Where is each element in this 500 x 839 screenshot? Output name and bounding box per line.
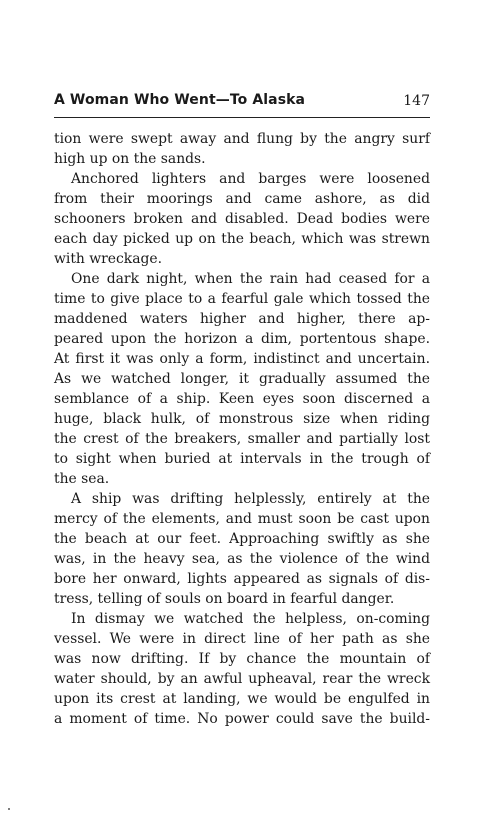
text-line: bore her onward, lights appeared as signals of dis- <box>54 571 430 587</box>
body-text <box>54 129 430 729</box>
text-line: schooners broken and disabled. Dead bodies were <box>54 211 430 227</box>
text-line: upon its crest at landing, we would be engulfed in <box>54 691 430 707</box>
text-line: the sea. <box>54 471 110 487</box>
text-line: semblance of a ship. Keen eyes soon discerned a <box>54 391 430 407</box>
text-line: tress, telling of souls on board in fearful danger. <box>54 591 395 607</box>
scan-speck <box>8 808 10 810</box>
text-line: A ship was drifting helplessly, entirely at the <box>71 491 430 507</box>
text-line: each day picked up on the beach, which was strewn <box>54 231 430 247</box>
text-line: was, in the heavy sea, as the violence of the wind <box>54 551 430 567</box>
text-line: time to give place to a fearful gale which tossed the <box>54 291 430 307</box>
text-line: In dismay we watched the helpless, on-coming <box>71 611 430 627</box>
text-line: peared upon the horizon a dim, portentous shape. <box>54 331 430 347</box>
text-line: a moment of time. No power could save the build- <box>54 711 430 727</box>
page-number: 147 <box>403 93 430 109</box>
text-line: mercy of the elements, and must soon be cast upon <box>54 511 430 527</box>
text-line: One dark night, when the rain had ceased for a <box>71 271 430 287</box>
text-line: tion were swept away and flung by the angry surf <box>54 131 430 147</box>
text-line: from their moorings and came ashore, as did <box>54 191 430 207</box>
text-line: the crest of the breakers, smaller and partially lost <box>54 431 430 447</box>
text-line: huge, black hulk, of monstrous size when riding <box>54 411 430 427</box>
text-line: As we watched longer, it gradually assumed the <box>54 371 430 387</box>
text-line: was now drifting. If by chance the mountain of <box>54 651 430 667</box>
text-line: water should, by an awful upheaval, rear the wreck <box>54 671 430 687</box>
text-line: vessel. We were in direct line of her path as she <box>54 631 430 647</box>
text-line: high up on the sands. <box>54 151 206 167</box>
text-line: to sight when buried at intervals in the trough of <box>54 451 430 467</box>
text-line: Anchored lighters and barges were loosened <box>71 171 430 187</box>
text-line: with wreckage. <box>54 251 163 267</box>
text-line: the beach at our feet. Approaching swiftly as she <box>54 531 430 547</box>
running-head <box>54 92 430 116</box>
running-title: A Woman Who Went—To Alaska <box>54 92 306 108</box>
header-rule <box>54 117 430 118</box>
text-line: maddened waters higher and higher, there ap- <box>54 311 430 327</box>
text-line: At first it was only a form, indistinct and uncertain. <box>54 351 430 367</box>
